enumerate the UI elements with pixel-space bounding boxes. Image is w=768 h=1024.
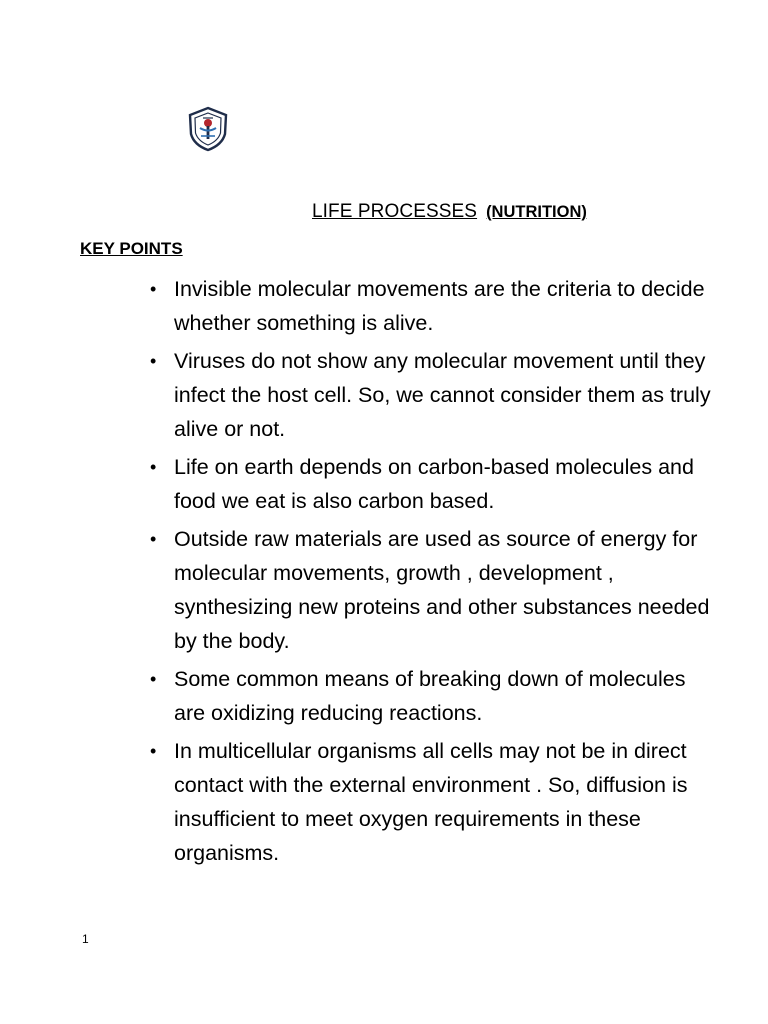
list-item-text: In multicellular organisms all cells may not be in direct contact with the external environment . So, diffusion is insufficient to meet oxygen requirements in these organisms. [174,739,688,865]
bullet-icon: • [150,669,157,689]
page-number: 1 [82,932,89,946]
page-title [312,201,587,223]
list-item [150,662,715,730]
list-item-text: Some common means of breaking down of molecules are oxidizing reducing reactions. [174,667,686,725]
list-item [150,272,715,340]
bullet-icon: • [150,529,157,549]
title-subtitle: (NUTRITION) [486,203,587,221]
school-emblem-icon [187,106,229,152]
list-item [150,734,715,870]
list-item [150,522,715,658]
list-item-text: Life on earth depends on carbon-based molecules and food we eat is also carbon based. [174,455,694,513]
list-item-text: Invisible molecular movements are the criteria to decide whether something is alive. [174,277,705,335]
bullet-icon: • [150,457,157,477]
title-main: LIFE PROCESSES [312,201,478,222]
bullet-icon: • [150,741,157,761]
section-heading: KEY POINTS [80,239,183,258]
list-item-text: Outside raw materials are used as source of energy for molecular movements, growth , development , synthesizing new proteins and other substances needed by the body. [174,527,710,653]
bullet-icon: • [150,351,157,371]
bullet-icon: • [150,279,157,299]
list-item [150,450,715,518]
key-points-list [150,272,715,874]
list-item-text: Viruses do not show any molecular movement until they infect the host cell. So, we cannot consider them as truly alive or not. [174,349,711,441]
list-item [150,344,715,446]
